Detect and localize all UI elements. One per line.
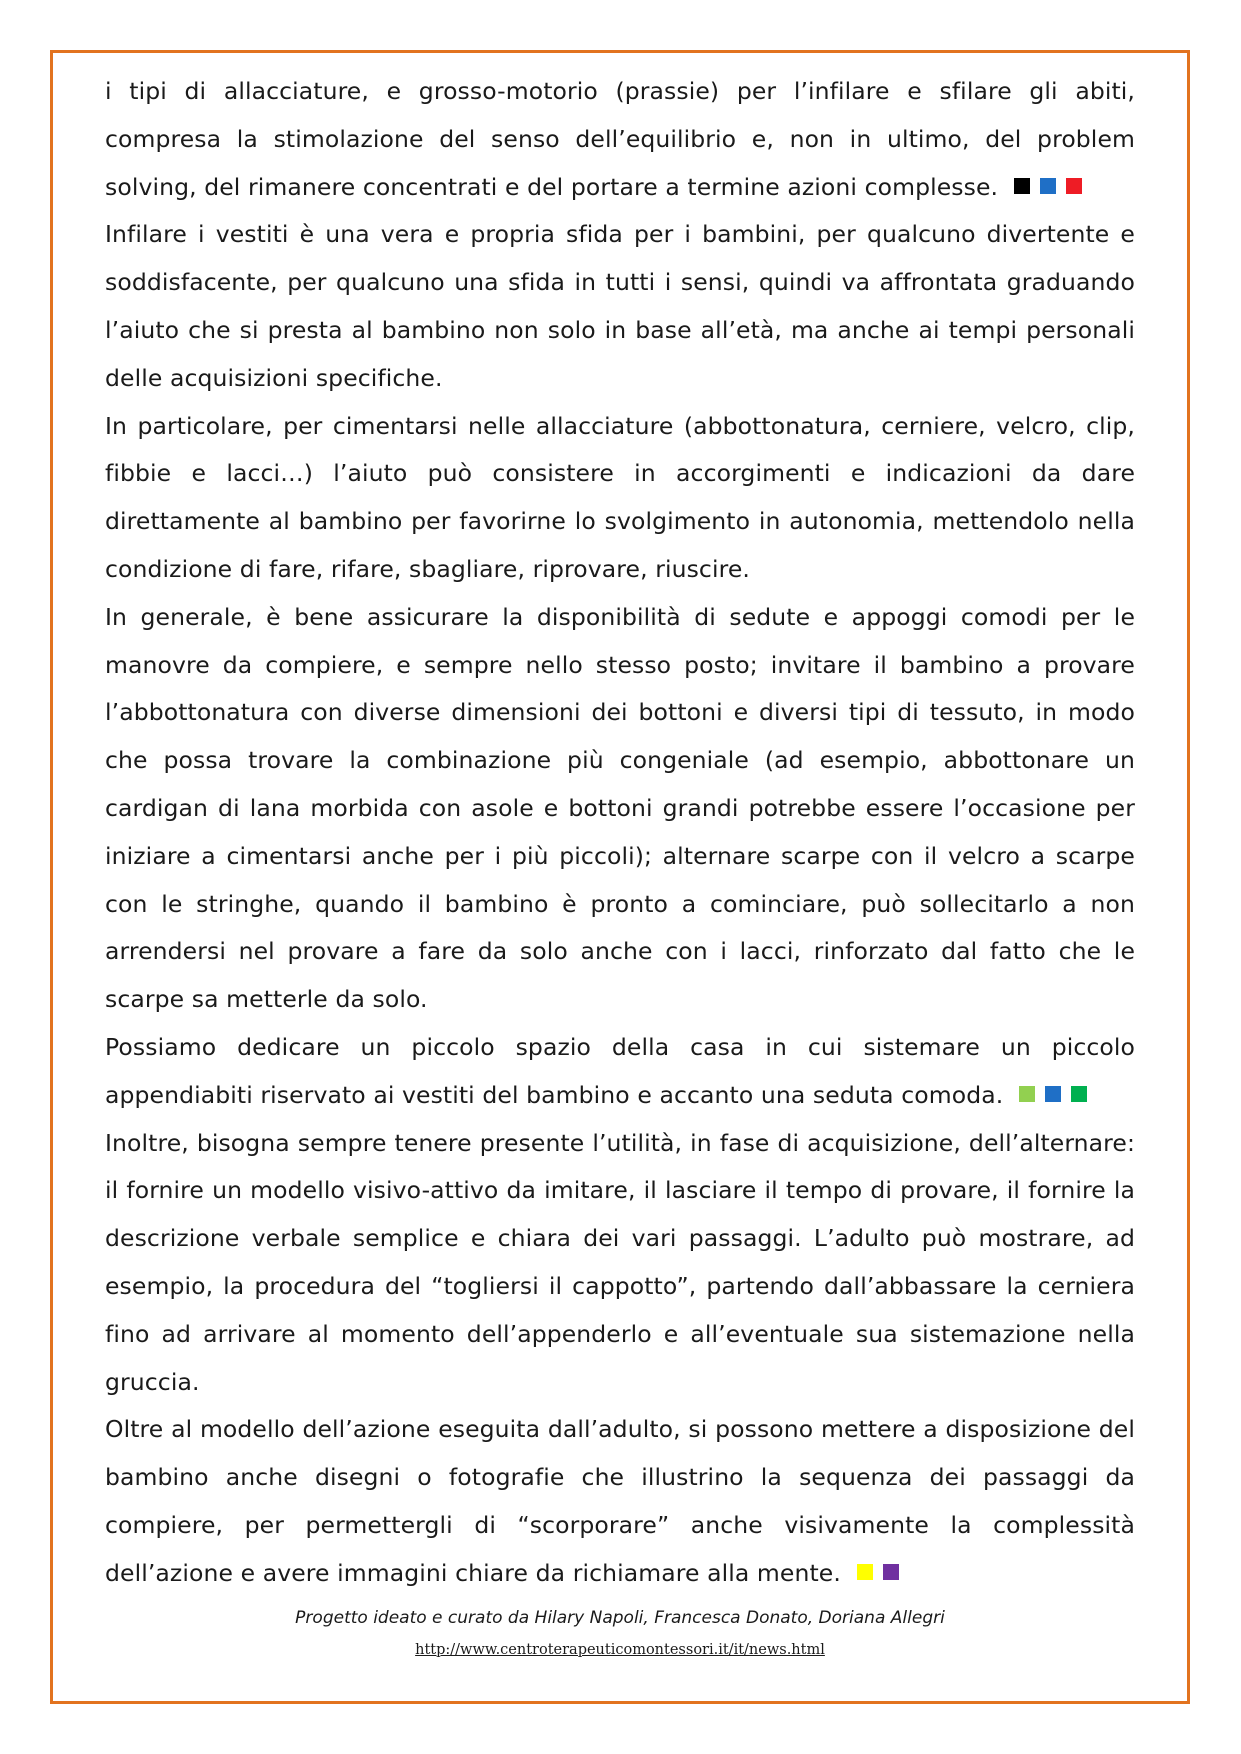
- paragraph-4: [105, 594, 1135, 1024]
- paragraph-text: i tipi di allacciature, e grosso-motorio (prassie) per l’infilare e sfilare gli abiti, compresa la stimolazione del senso dell’equilibrio e, non in ultimo, del problem solving, del rimanere concentrati e del portare a termine azioni complesse.: [105, 77, 1135, 201]
- color-squares: [1009, 1072, 1087, 1120]
- blue-square-icon: [1045, 1086, 1061, 1102]
- black-square-icon: [1014, 178, 1030, 194]
- paragraph-text: In particolare, per cimentarsi nelle allacciature (abbottonatura, cerniere, velcro, clip, fibbie e lacci…) l’aiuto può consistere in accorgimenti e indicazioni da dare direttamente al bambino per favorirne lo svolgimento in autonomia, mettendolo nella condizione di fare, rifare, sbagliare, riprovare, riuscire.: [105, 411, 1135, 583]
- paragraph-5: [105, 1024, 1135, 1120]
- paragraph-text: In generale, è bene assicurare la disponibilità di sedute e appoggi comodi per le manovre da compiere, e sempre nello stesso posto; invitare il bambino a provare l’abbottonatura con diverse dimensioni dei bottoni e diversi tipi di tessuto, in modo che possa trovare la combinazione più congeniale (ad esempio, abbottonare un cardigan di lana morbida con asole e bottoni grandi potrebbe essere l’occasione per iniziare a cimentarsi anche per i più piccoli); alternare scarpe con il velcro a scarpe con le stringhe, quando il bambino è pronto a cominciare, può sollecitarlo a non arrendersi nel provare a fare da solo anche con i lacci, rinforzato dal fatto che le scarpe sa metterle da solo.: [105, 602, 1135, 1014]
- paragraph-3: [105, 403, 1135, 594]
- paragraph-7: [105, 1406, 1135, 1597]
- page-footer: [50, 1606, 1190, 1662]
- footer-credits: Progetto ideato e curato da Hilary Napoli, Francesca Donato, Doriana Allegri: [295, 1608, 945, 1628]
- paragraph-1: [105, 68, 1135, 211]
- paragraph-2: [105, 211, 1135, 402]
- paragraph-6: [105, 1120, 1135, 1407]
- red-square-icon: [1066, 178, 1082, 194]
- light-green-square-icon: [1019, 1086, 1035, 1102]
- purple-square-icon: [883, 1564, 899, 1580]
- footer-url-link[interactable]: http://www.centroterapeuticomontessori.it/it/news.html: [415, 1642, 825, 1658]
- paragraph-text: Oltre al modello dell’azione eseguita dall’adulto, si possono mettere a disposizione del bambino anche disegni o fotografie che illustrino la sequenza dei passaggi da compiere, per permettergli di “scorporare” anche visivamente la complessità dell’azione e avere immagini chiare da richiamare alla mente.: [105, 1415, 1135, 1587]
- color-squares: [847, 1550, 899, 1598]
- blue-square-icon: [1040, 178, 1056, 194]
- color-squares: [1004, 164, 1082, 212]
- yellow-square-icon: [857, 1564, 873, 1580]
- green-square-icon: [1071, 1086, 1087, 1102]
- document-body: [105, 68, 1135, 1598]
- paragraph-text: Infilare i vestiti è una vera e propria sfida per i bambini, per qualcuno divertente e soddisfacente, per qualcuno una sfida in tutti i sensi, quindi va affrontata graduando l’aiuto che si presta al bambino non solo in base all’età, ma anche ai tempi personali delle acquisizioni specifiche.: [105, 220, 1135, 392]
- paragraph-text: Inoltre, bisogna sempre tenere presente l’utilità, in fase di acquisizione, dell’alternare: il fornire un modello visivo-attivo da imitare, il lasciare il tempo di provare, il fornire la descrizione verbale semplice e chiara dei vari passaggi. L’adulto può mostrare, ad esempio, la procedura del “togliersi il cappotto”, partendo dall’abbassare la cerniera fino ad arrivare al momento dell’appenderlo e all’eventuale sua sistemazione nella gruccia.: [105, 1128, 1135, 1396]
- paragraph-text: Possiamo dedicare un piccolo spazio della casa in cui sistemare un piccolo appendiabiti riservato ai vestiti del bambino e accanto una seduta comoda.: [105, 1032, 1135, 1109]
